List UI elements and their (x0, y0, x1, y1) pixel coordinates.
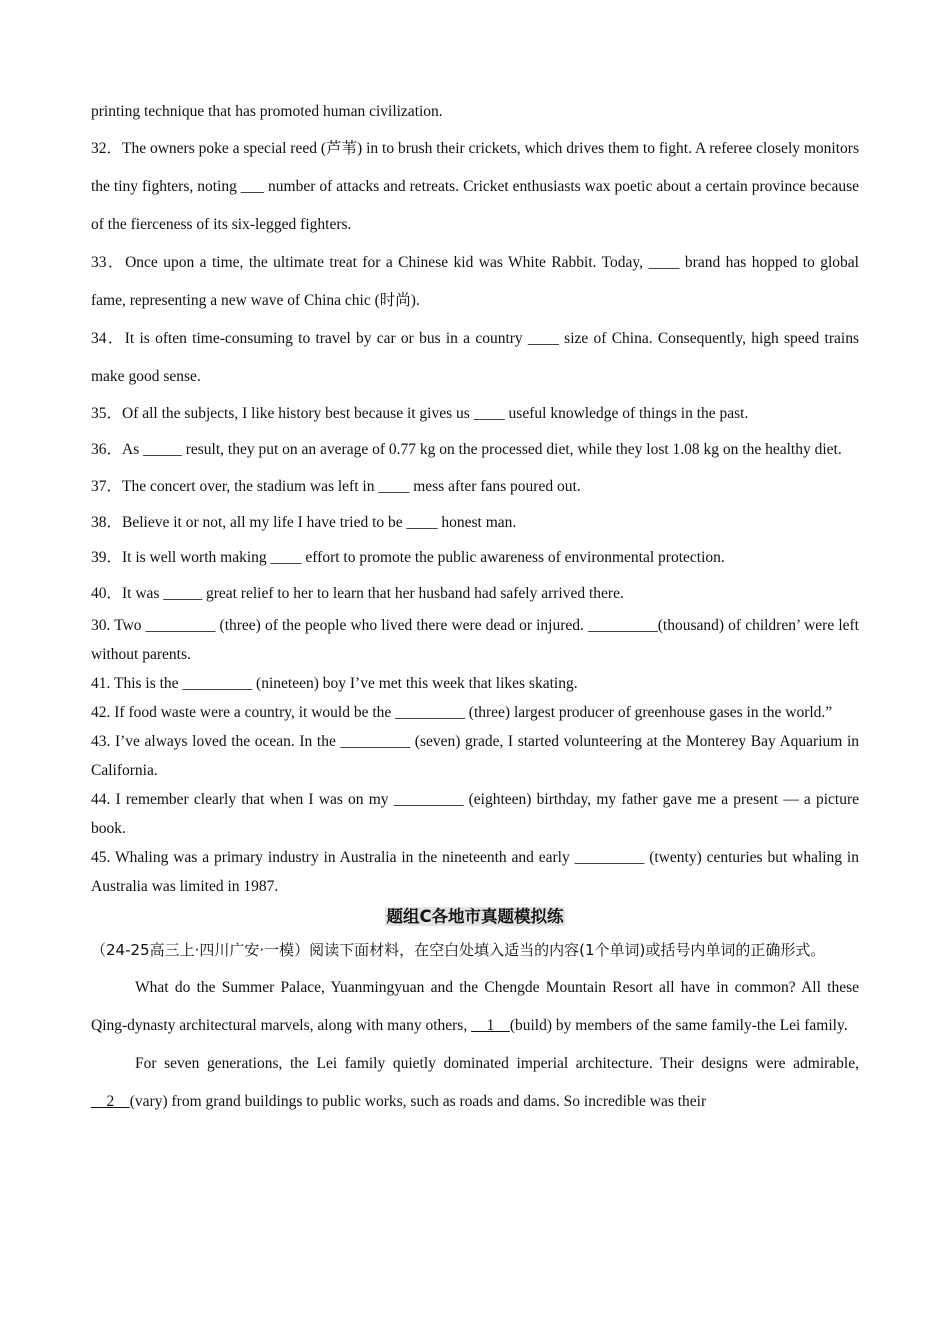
section-heading (91, 903, 859, 930)
passage-text: For seven generations, the Lei family quietly dominated imperial architecture. Their designs were admirable, (135, 1055, 859, 1072)
question-34: 34．It is often time-consuming to travel by car or bus in a country ____ size of China. Consequently, high speed trains make good sense. (91, 329, 859, 385)
question-38: 38．Believe it or not, all my life I have tried to be ____ honest man. (91, 513, 517, 531)
blank-2: 2 (91, 1093, 130, 1110)
passage-text: What do the Summer Palace, Yuanmingyuan and the Chengde Mountain Resort all have in common? All these Qing-dynasty architectural marvels, along with many others, (91, 979, 859, 1034)
question-43: 43. I’ve always loved the ocean. In the _________ (seven) grade, I started volunteering at the Monterey Bay Aquarium in California. (91, 733, 859, 779)
passage-paragraph-1 (91, 969, 859, 1045)
passage-paragraph-2 (91, 1045, 859, 1121)
question-41: 41. This is the _________ (nineteen) boy I’ve met this week that likes skating. (91, 675, 578, 692)
question-35: 35．Of all the subjects, I like history best because it gives us ____ useful knowledge of things in the past. (91, 404, 749, 422)
question-36: 36．As _____ result, they put on an average of 0.77 kg on the processed diet, while they lost 1.08 kg on the healthy diet. (91, 441, 842, 458)
question-33: 33．Once upon a time, the ultimate treat for a Chinese kid was White Rabbit. Today, ____ brand has hopped to global fame, representing a new wave of China chic (时尚). (91, 253, 859, 309)
question-37: 37．The concert over, the stadium was left in ____ mess after fans poured out. (91, 478, 581, 495)
question-30: 30. Two _________ (three) of the people who lived there were dead or injured. _________(thousand) of children’ were left without parents. (91, 617, 859, 663)
paragraph-continuation: printing technique that has promoted human civilization. (91, 103, 443, 120)
passage-text: (vary) from grand buildings to public works, such as roads and dams. So incredible was their (129, 1093, 707, 1110)
passage-text: (build) by members of the same family-the Lei family. (509, 1017, 848, 1034)
question-32: 32．The owners poke a special reed (芦苇) in to brush their crickets, which drives them to fight. A referee closely monitors the tiny fighters, noting ___ number of attacks and retreats. Cricket enthusiasts wax poetic about a certain province because of the fierceness of its six-legged fighters. (91, 139, 859, 233)
section-instruction: （24-25高三上·四川广安·一模）阅读下面材料，在空白处填入适当的内容(1个单词)或括号内单词的正确形式。 (91, 941, 826, 959)
question-42: 42. If food waste were a country, it would be the _________ (three) largest producer of greenhouse gases in the world.” (91, 704, 833, 721)
blank-1: 1 (471, 1017, 510, 1034)
question-45: 45. Whaling was a primary industry in Australia in the nineteenth and early _________ (twenty) centuries but whaling in Australia was limited in 1987. (91, 849, 859, 895)
document-body (91, 100, 859, 1121)
question-44: 44. I remember clearly that when I was on my _________ (eighteen) birthday, my father gave me a present — a picture book. (91, 791, 859, 837)
question-39: 39．It is well worth making ____ effort to promote the public awareness of environmental protection. (91, 549, 725, 566)
question-40: 40．It was _____ great relief to her to learn that her husband had safely arrived there. (91, 584, 624, 602)
section-heading-text: 题组C各地市真题模拟练 (386, 907, 564, 926)
